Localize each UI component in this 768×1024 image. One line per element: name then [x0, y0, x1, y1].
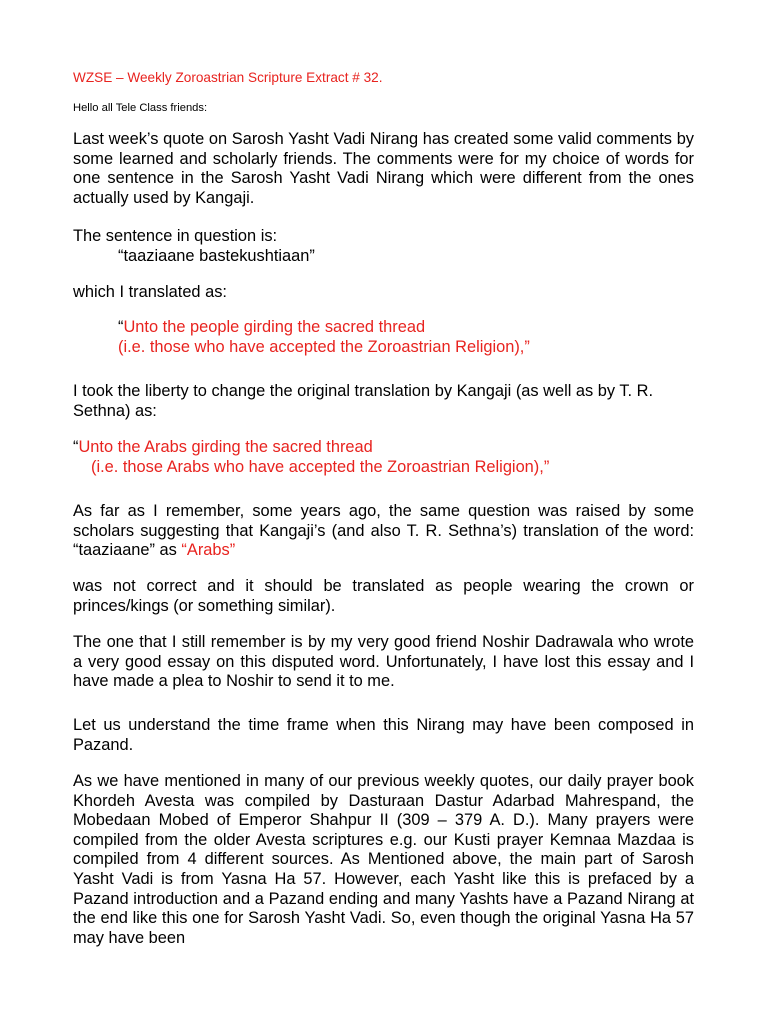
- translation-quote-2: [73, 438, 694, 477]
- quote-open-mark: “: [118, 318, 124, 336]
- translation-quote-1: [118, 318, 678, 357]
- quote-1-line-1: Unto the people girding the sacred thread: [123, 318, 426, 336]
- quote-open-mark: “: [73, 438, 79, 456]
- paragraph-5: [73, 502, 694, 561]
- paragraph-1: Last week’s quote on Sarosh Yasht Vadi Nirang has created some valid comments by some learned and scholarly friends. The comments were for my choice of words for one sentence in the Sarosh Yasht Vadi Nirang which were different from the ones actually used by Kangaji.: [73, 130, 694, 207]
- paragraph-3: which I translated as:: [73, 283, 227, 301]
- paragraph-6: was not correct and it should be translated as people wearing the crown or princes/kings (or something similar).: [73, 577, 694, 615]
- paragraph-5-text: As far as I remember, some years ago, the same question was raised by some scholars suggesting that Kangaji’s (and also T. R. Sethna’s) translation of the word: “taaziaane” as: [73, 502, 694, 560]
- paragraph-9: As we have mentioned in many of our previous weekly quotes, our daily prayer book Khordeh Avesta was compiled by Dasturaan Dastur Adarbad Mahrespand, the Mobedaan Mobed of Emperor Shahpur II (309 – 379 A. D.). Many prayers were compiled from the older Avesta scriptures e.g. our Kusti prayer Kemnaa Mazdaa is compiled from 4 different sources. As Mentioned above, the main part of Sarosh Yasht Vadi is from Yasna Ha 57. However, each Yasht like this is prefaced by a Pazand introduction and a Pazand ending and many Yashts have a Pazand Nirang at the end like this one for Sarosh Yasht Vadi. So, even though the original Yasna Ha 57 may have been: [73, 772, 694, 947]
- greeting: Hello all Tele Class friends:: [73, 102, 208, 114]
- paragraph-7: The one that I still remember is by my very good friend Noshir Dadrawala who wrote a very good essay on this disputed word. Unfortunately, I have lost this essay and I have made a plea to Noshir to send it to me.: [73, 633, 694, 691]
- paragraph-8: Let us understand the time frame when this Nirang may have been composed in Pazand.: [73, 716, 694, 754]
- quote-2-line-2: (i.e. those Arabs who have accepted the Zoroastrian Religion),”: [91, 457, 550, 476]
- arabs-word: “Arabs”: [181, 541, 236, 560]
- paragraph-4: I took the liberty to change the original translation by Kangaji (as well as by T. R. Sethna) as:: [73, 382, 654, 420]
- quote-1-line-2: (i.e. those who have accepted the Zoroastrian Religion),”: [118, 337, 530, 356]
- quoted-sentence: “taaziaane bastekushtiaan”: [118, 247, 315, 265]
- document-title: WZSE – Weekly Zoroastrian Scripture Extract # 32.: [73, 70, 383, 85]
- paragraph-2-intro: The sentence in question is:: [73, 227, 278, 245]
- quote-2-line-1: Unto the Arabs girding the sacred thread: [78, 438, 373, 456]
